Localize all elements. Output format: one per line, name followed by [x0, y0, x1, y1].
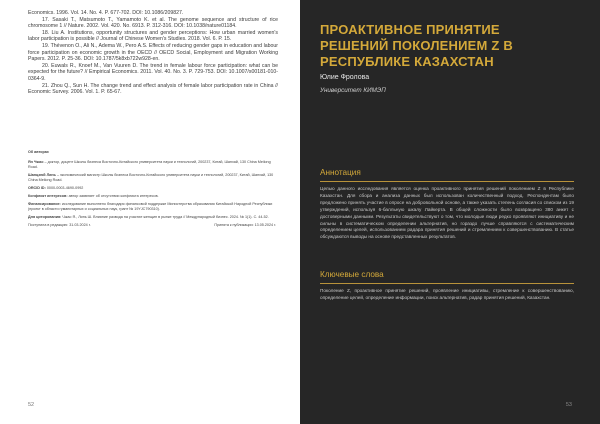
reference-item: Economics. 1996. Vol. 14. No. 4. P. 677-702. DOI: 10.1086/209827.: [28, 10, 184, 16]
citation-text: Чжао Я., Линь Ш. Влияние развода на участие женщин в рынке труда // Международный бизнес. 2024. № 1(1). С. 44-52.: [61, 215, 269, 219]
about-authors-heading: Об авторах: [28, 150, 49, 154]
author-2-text: – экономический магистр Школы бизнеса Восточно-Китайского университета науки и технологий, 200237, Китай, Шанхай, 130 China Meilong Road.: [28, 173, 274, 182]
keywords-text: Поколение Z, проактивное принятие решений, проявление инициативы, стремление к совершенствованию, определение целей, определение информации, поиск альтернатив, радар принятия решений, Казахстан.: [320, 288, 574, 300]
article-author: Юлие Фролова: [320, 74, 370, 81]
page-number-right: 53: [565, 402, 572, 408]
abstract-text: Целью данного исследования является оценка проактивного принятия решений поколением Z в Республике Казахстан. Для сбора и анализа данных был использован количественный подход. Респондентам было предложено принять участие в опросе на добровольной основе, а также указать степень согласия со списком из 19 утверждений, используя 6-балльную шкалу Лайкерта. В общей сложности было возвращено 380 анкет с достоверными данными. Результаты свидетельствуют о том, что молодые люди редко проявляют инициативу и не сильны в систематическом определении альтернатив, но гораздо лучше справляются с систематическим определением целей, использованием радара принятия решений и стремлением к совершенствованию. В статье обсуждаются выводы на основе представленных результатов.: [320, 186, 574, 240]
article-affiliation: Университет КИМЭП: [320, 87, 386, 94]
funding-info: [28, 202, 276, 212]
keywords-body: [320, 288, 574, 302]
conflict-label: Конфликт интересов:: [28, 194, 68, 198]
citation-info: [28, 215, 276, 220]
orcid-value[interactable]: 0000-0003-4690-0992: [45, 186, 84, 190]
keywords-heading: Ключевые слова: [320, 270, 384, 279]
reference-item: 18. Liu A. Institutions, opportunity structures and gender perceptions: How urban married women's labor participation is possible // Journal of Chinese Women's Studies. 2018. Vol. 6. P. 15.: [28, 29, 278, 43]
funding-label: Финансирование:: [28, 202, 61, 206]
right-page: [300, 0, 600, 424]
reference-item: 17. Sasaki T., Matsumoto T., Yamamoto K. et al. The genome sequence and structure of rice chromosome 1 // Nature. 2002. Vol. 420. No. 6913. P. 312-316. DOI: 10.1038/nature01184.: [28, 16, 278, 30]
abstract-heading: Аннотация: [320, 168, 361, 177]
author-1-info: [28, 160, 276, 170]
author-1-label: Ян Чжао: [28, 160, 44, 164]
received-date: Поступила в редакцию: 31.03.2024 г.: [28, 223, 91, 227]
funding-text: исследование выполнено благодаря финансовой поддержке Министерства образования Китайской Народной Республики (проект в области гуманитарных и социальных наук, грант № 19YJC790310).: [28, 202, 273, 211]
reference-item: 19. Thévenon O., Ali N., Adema W., Pero A.S. Effects of reducing gender gaps in education and labour force participation on economic growth in the OECD // OECD Social, Employment and Migration Working Papers. 2012. P. 25-36. DOI: 10.1787/5k8xb722w928-en.: [28, 42, 278, 63]
keywords-divider: [320, 283, 574, 284]
conflict-text: автор заявляет об отсутствии конфликта интересов.: [67, 194, 159, 198]
orcid-label: ORCID ID:: [28, 186, 46, 190]
orcid-info: [28, 186, 276, 191]
article-title: ПРОАКТИВНОЕ ПРИНЯТИЕ РЕШЕНИЙ ПОКОЛЕНИЕМ Z В РЕСПУБЛИКЕ КАЗАХСТАН: [320, 22, 513, 69]
author-1-text: – доктор, доцент Школы бизнеса Восточно-Китайского университета науки и технологий, 200237, Китай, Шанхай, 130 China Meilong Road.: [28, 160, 271, 169]
dates-row: [28, 223, 276, 228]
conflict-info: [28, 194, 276, 199]
author-meta: [28, 150, 276, 228]
author-2-info: [28, 173, 276, 183]
reference-list: [28, 10, 278, 96]
abstract-divider: [320, 181, 574, 182]
author-2-label: Шанцзюй Линь: [28, 173, 56, 177]
citation-label: Для цитирования:: [28, 215, 62, 219]
reference-item: 21. Zhou Q., Sun H. The change trend and effect analysis of female labor participation rate in China // Economic Survey. 2006. Vol. 1. P. 65-67.: [28, 82, 278, 96]
reference-item: 20. Euwals R., Knoef M., Van Vuuren D. The trend in female labour force participation: what can be expected for the future? // Empirical Economics. 2011. Vol. 40. No. 3. P. 729-753. DOI: 10.1007/s00181-010-0364-9.: [28, 62, 278, 82]
accepted-date: Принята к публикации: 13.05.2024 г.: [214, 223, 276, 227]
abstract-body: [320, 186, 574, 241]
page-number-left: 52: [28, 402, 35, 408]
